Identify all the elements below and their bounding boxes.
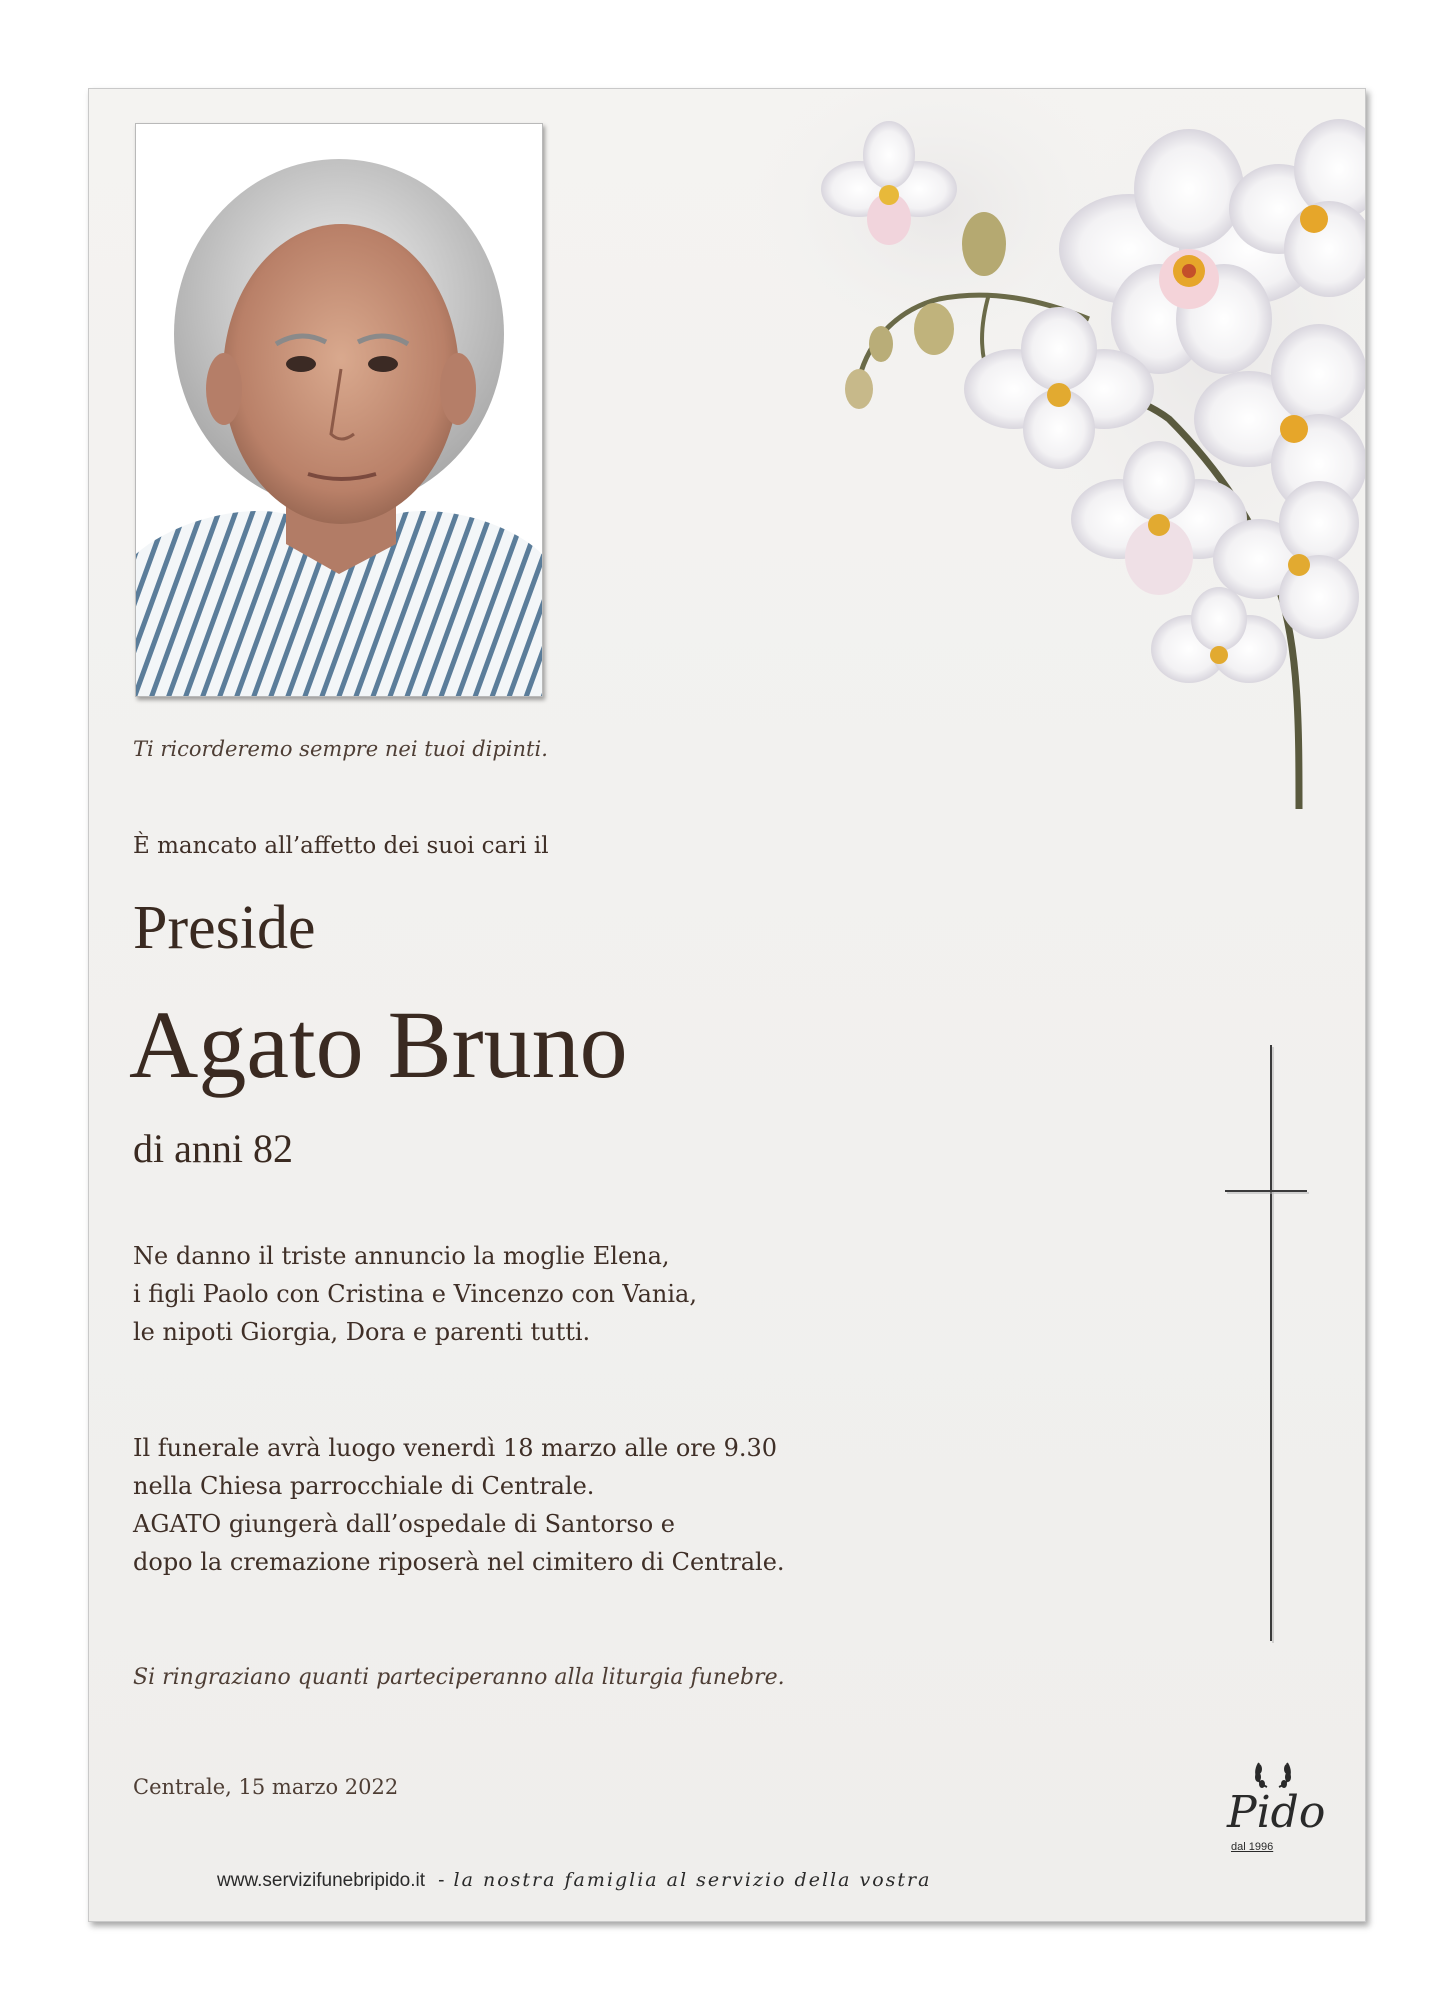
funeral-line: Il funerale avrà luogo venerdì 18 marzo alle ore 9.30 — [133, 1434, 778, 1462]
place-date: Centrale, 15 marzo 2022 — [133, 1775, 399, 1799]
deceased-age: di anni 82 — [133, 1126, 293, 1171]
funeral-details-paragraph — [133, 1429, 785, 1581]
footer — [217, 1869, 931, 1892]
funeral-line: AGATO giungerà dall’ospedale di Santorso e — [133, 1510, 675, 1538]
orchid-decoration — [739, 89, 1365, 809]
announcement-line: Ne danno il triste annuncio la moglie Elena, — [133, 1242, 670, 1270]
portrait-illustration — [136, 124, 542, 696]
deceased-title: Preside — [133, 894, 316, 962]
deceased-name: Agato Bruno — [129, 991, 628, 1098]
funeral-line: nella Chiesa parrocchiale di Centrale. — [133, 1472, 595, 1500]
announcement-line: i figli Paolo con Cristina e Vincenzo con Vania, — [133, 1280, 697, 1308]
portrait-photo — [135, 123, 543, 697]
memorial-quote: Ti ricorderemo sempre nei tuoi dipinti. — [133, 737, 548, 761]
website-link[interactable]: www.servizifunebripido.it — [217, 1870, 426, 1891]
funeral-line: dopo la cremazione riposerà nel cimitero di Centrale. — [133, 1548, 785, 1576]
laurel-wreath-icon — [1213, 1757, 1333, 1791]
slogan: la nostra famiglia al servizio della vostra — [453, 1869, 932, 1891]
announcement-paragraph — [133, 1237, 697, 1351]
latin-cross-icon — [1219, 1045, 1309, 1645]
intro-line: È mancato all’affetto dei suoi cari il — [133, 833, 549, 859]
announcement-line: le nipoti Giorgia, Dora e parenti tutti. — [133, 1318, 591, 1346]
thanks-line: Si ringraziano quanti parteciperanno alla liturgia funebre. — [133, 1665, 785, 1690]
footer-separator: - — [438, 1870, 445, 1891]
logo-since: dal 1996 — [1231, 1841, 1274, 1853]
funeral-home-logo — [1213, 1757, 1333, 1867]
obituary-notice — [88, 88, 1366, 1922]
logo-name: Pido — [1227, 1787, 1326, 1838]
